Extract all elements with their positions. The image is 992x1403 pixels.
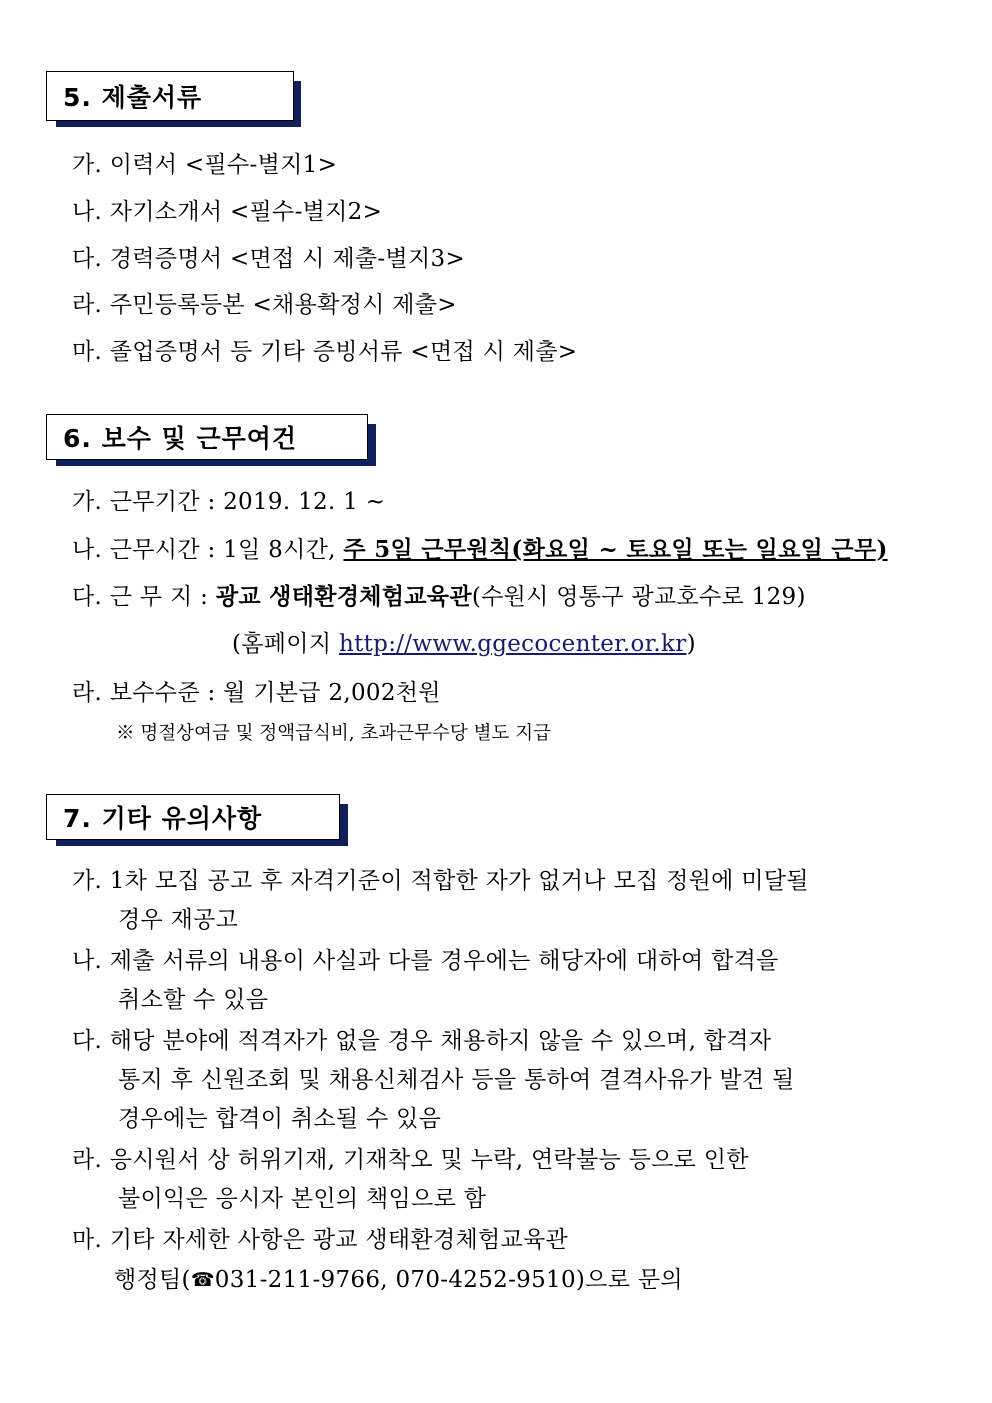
list-item-continuation: 경우에는 합격이 취소될 수 있음	[118, 1106, 442, 1132]
salary-note: ※ 명절상여금 및 정액급식비, 초과근무수당 별도 지급	[116, 723, 551, 744]
list-item-continuation: 통지 후 신원조회 및 채용신체검사 등을 통하여 결격사유가 발견 될	[118, 1067, 795, 1093]
list-item: 마. 기타 자세한 사항은 광교 생태환경체험교육관	[72, 1227, 569, 1253]
list-item: 라. 주민등록등본 <채용확정시 제출>	[72, 292, 457, 318]
list-item: 마. 졸업증명서 등 기타 증빙서류 <면접 시 제출>	[72, 339, 578, 365]
workplace-name: 광교 생태환경체험교육관	[215, 583, 472, 610]
section-7-heading: 7. 기타 유의사항	[46, 794, 340, 840]
list-item-continuation: 취소할 수 있음	[118, 987, 269, 1013]
section-6-heading: 6. 보수 및 근무여건	[46, 414, 368, 460]
telephone-icon: ☎	[190, 1269, 215, 1291]
list-item-salary: 라. 보수수준 : 월 기본급 2,002천원	[72, 680, 441, 706]
list-item: 나. 제출 서류의 내용이 사실과 다를 경우에는 해당자에 대하여 합격을	[72, 948, 779, 974]
list-item-work-period: 가. 근무기간 : 2019. 12. 1 ~	[72, 489, 386, 515]
list-item: 라. 응시원서 상 허위기재, 기재착오 및 누락, 연락불능 등으로 인한	[72, 1147, 749, 1173]
list-item: 나. 자기소개서 <필수-별지2>	[72, 199, 383, 225]
list-item-continuation: 경우 재공고	[118, 907, 239, 933]
list-item-continuation: 불이익은 응시자 본인의 책임으로 함	[118, 1186, 487, 1212]
list-item: 가. 이력서 <필수-별지1>	[72, 152, 338, 178]
list-item: 가. 1차 모집 공고 후 자격기준이 적합한 자가 없거나 모집 정원에 미달될	[72, 868, 809, 894]
list-item: 다. 해당 분야에 적격자가 없을 경우 채용하지 않을 수 있으며, 합격자	[72, 1028, 772, 1054]
homepage-link[interactable]: http://www.ggecocenter.or.kr	[338, 631, 687, 657]
contact-line: 행정팀(☎031-211-9766, 070-4252-9510)으로 문의	[114, 1267, 683, 1293]
list-item-work-hours: 나. 근무시간 : 1일 8시간, 주 5일 근무원칙(화요일 ~ 토요일 또는 일요일 근무)	[72, 536, 888, 563]
section-5-heading: 5. 제출서류	[46, 71, 294, 121]
work-hours-emphasis: 주 5일 근무원칙(화요일 ~ 토요일 또는 일요일 근무)	[343, 536, 888, 563]
list-item-workplace: 다. 근 무 지 : 광교 생태환경체험교육관(수원시 영통구 광교호수로 129)	[72, 583, 806, 610]
list-item: 다. 경력증명서 <면접 시 제출-별지3>	[72, 246, 465, 272]
homepage-line: (홈페이지 http://www.ggecocenter.or.kr)	[232, 631, 696, 657]
